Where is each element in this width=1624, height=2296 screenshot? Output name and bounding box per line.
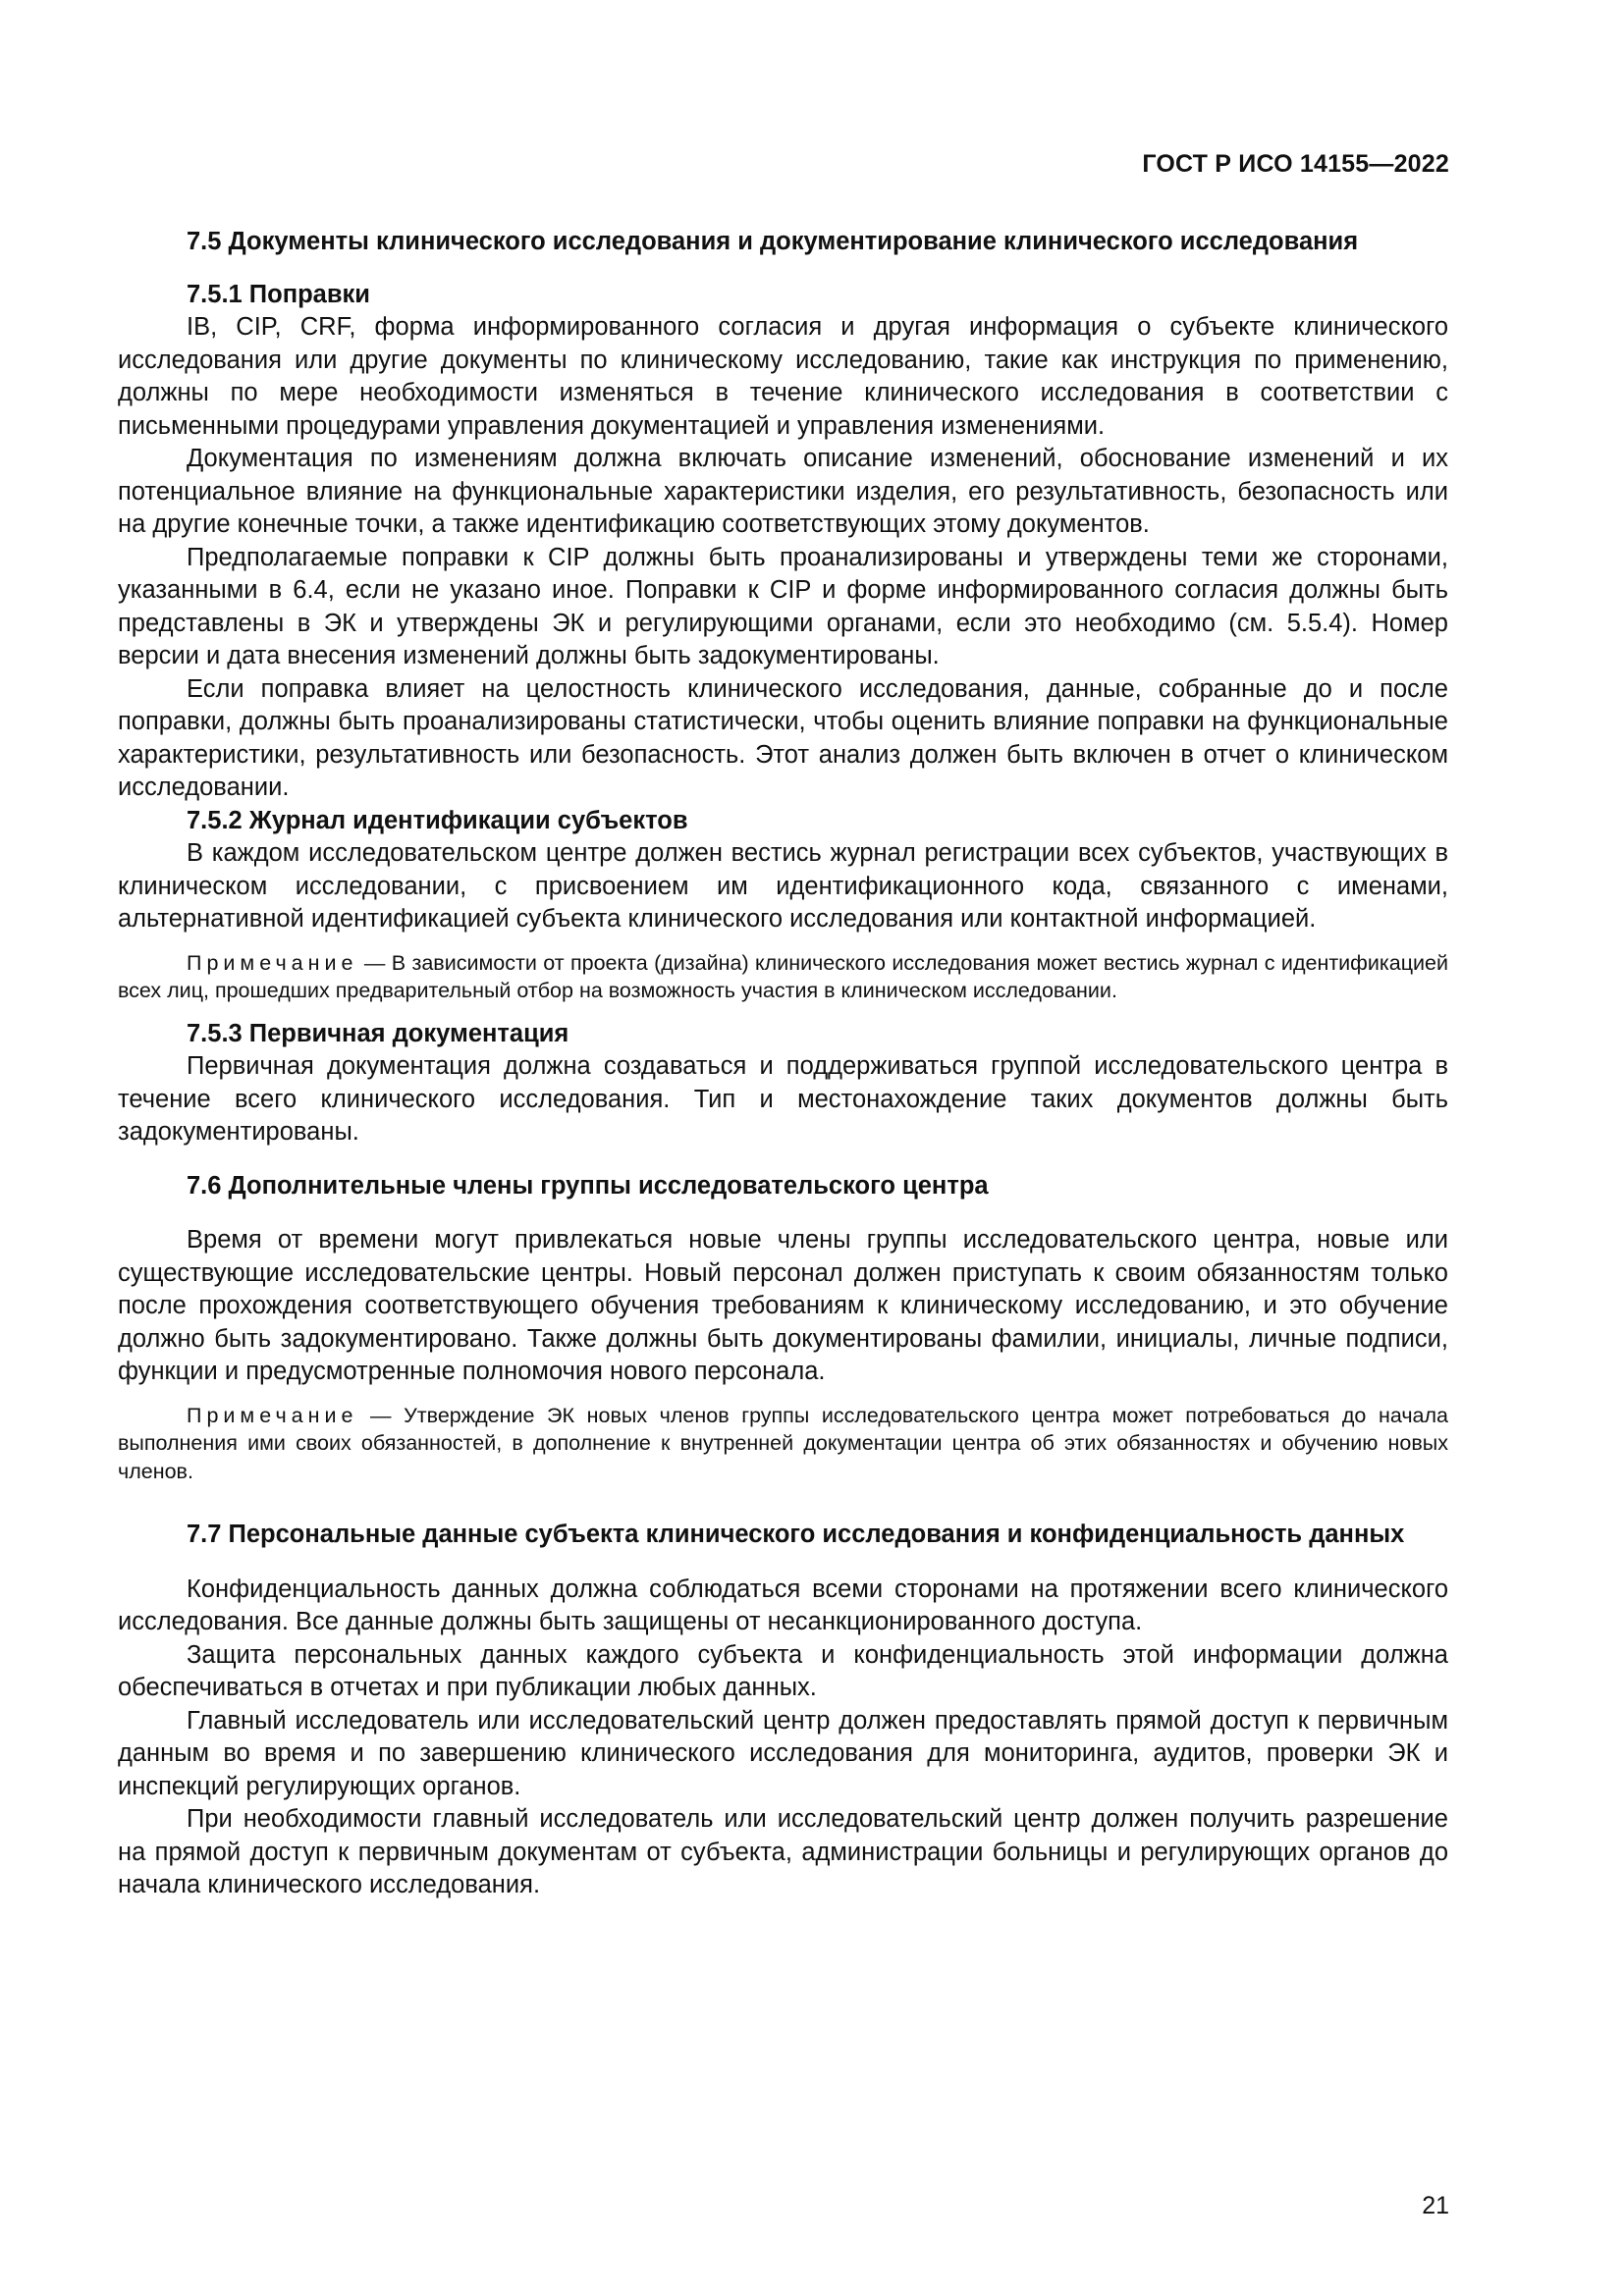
note-label: Примечание [187, 950, 358, 975]
paragraph: Конфиденциальность данных должна соблюдаться всеми сторонами на протяжении всего клинического исследования. Все данные должны быть защищены от несанкционированного доступа. [118, 1575, 1448, 1635]
page-number: 21 [1422, 2192, 1449, 2219]
subsection-heading-7-5-1: 7.5.1 Поправки [187, 280, 370, 308]
section-heading-7-6: 7.6 Дополнительные члены группы исследовательского центра [187, 1171, 989, 1200]
paragraph: Предполагаемые поправки к CIP должны быть проанализированы и утверждены теми же сторонами, указанными в 6.4, если не указано иное. Поправки к CIP и форме информированного согласия должны быть представлены в ЭК и утверждены ЭК и регулирующими органами, если это необходимо (см. 5.5.4). Номер версии и дата внесения изменений должны быть задокументированы. [118, 543, 1448, 669]
section-heading-7-7: 7.7 Персональные данные субъекта клинического исследования и конфиденциальность данных [187, 1521, 1405, 1548]
document-header: ГОСТ Р ИСО 14155—2022 [1142, 150, 1449, 178]
paragraph: Время от времени могут привлекаться новые члены группы исследовательского центра, новые или существующие исследовательские центры. Новый персонал должен приступать к своим обязанностям только после прохождения соответствующего обучения требованиям к клиническому исследованию, и это обучение должно быть задокументировано. Также должны быть документированы фамилии, инициалы, личные подписи, функции и предусмотренные полномочия нового персонала. [118, 1226, 1448, 1385]
note-label: Примечание [187, 1403, 358, 1427]
paragraph: Первичная документация должна создаваться и поддерживаться группой исследовательского центра в течение всего клинического исследования. Тип и местонахождение таких документов должны быть задокументированы. [118, 1052, 1448, 1146]
note-text: — В зависимости от проекта (дизайна) клинического исследования может вестись журнал с идентификацией всех лиц, прошедших предварительный отбор на возможность участия в клиническом исследовании. [118, 950, 1448, 1002]
subsection-heading-7-5-3: 7.5.3 Первичная документация [187, 1019, 569, 1047]
paragraph: Если поправка влияет на целостность клинического исследования, данные, собранные до и после поправки, должны быть проанализированы статистически, чтобы оценить влияние поправки на функциональные характеристики, результативность или безопасность. Этот анализ должен быть включен в отчет о клиническом исследовании. [118, 674, 1448, 801]
paragraph: В каждом исследовательском центре должен вестись журнал регистрации всех субъектов, участвующих в клиническом исследовании, с присвоением им идентификационного кода, связанного с именами, альтернативной идентификацией субъекта клинического исследования или контактной информацией. [118, 839, 1448, 933]
note-text: — Утверждение ЭК новых членов группы исследовательского центра может потребоваться до начала выполнения ими своих обязанностей, в дополнение к внутренней документации центра об этих обязанностях и обучению новых членов. [118, 1403, 1448, 1483]
paragraph: Защита персональных данных каждого субъекта и конфиденциальность этой информации должна обеспечиваться в отчетах и при публикации любых данных. [118, 1640, 1448, 1701]
note [118, 1402, 1448, 1486]
paragraph: Главный исследователь или исследовательский центр должен предоставлять прямой доступ к первичным данным во время и по завершению клинического исследования для мониторинга, аудитов, проверки ЭК и инспекций регулирующих органов. [118, 1706, 1448, 1800]
document-body [118, 226, 1448, 1902]
paragraph: При необходимости главный исследователь или исследовательский центр должен получить разрешение на прямой доступ к первичным документам от субъекта, администрации больницы и регулирующих органов до начала клинического исследования. [118, 1805, 1448, 1898]
subsection-heading-7-5-2: 7.5.2 Журнал идентификации субъектов [187, 806, 688, 834]
paragraph: IB, CIP, CRF, форма информированного согласия и другая информация о субъекте клинического исследования или другие документы по клиническому исследованию, такие как инструкция по применению, должны по мере необходимости изменяться в течение клинического исследования в соответствии с письменными процедурами управления документацией и управления изменениями. [118, 313, 1448, 440]
section-heading-7-5: 7.5 Документы клинического исследования и документирование клинического исследования [187, 228, 1359, 255]
paragraph: Документация по изменениям должна включать описание изменений, обоснование изменений и их потенциальное влияние на функциональные характеристики изделия, его результативность, безопасность или на другие конечные точки, а также идентификацию соответствующих этому документов. [118, 445, 1448, 538]
note [118, 949, 1448, 1005]
